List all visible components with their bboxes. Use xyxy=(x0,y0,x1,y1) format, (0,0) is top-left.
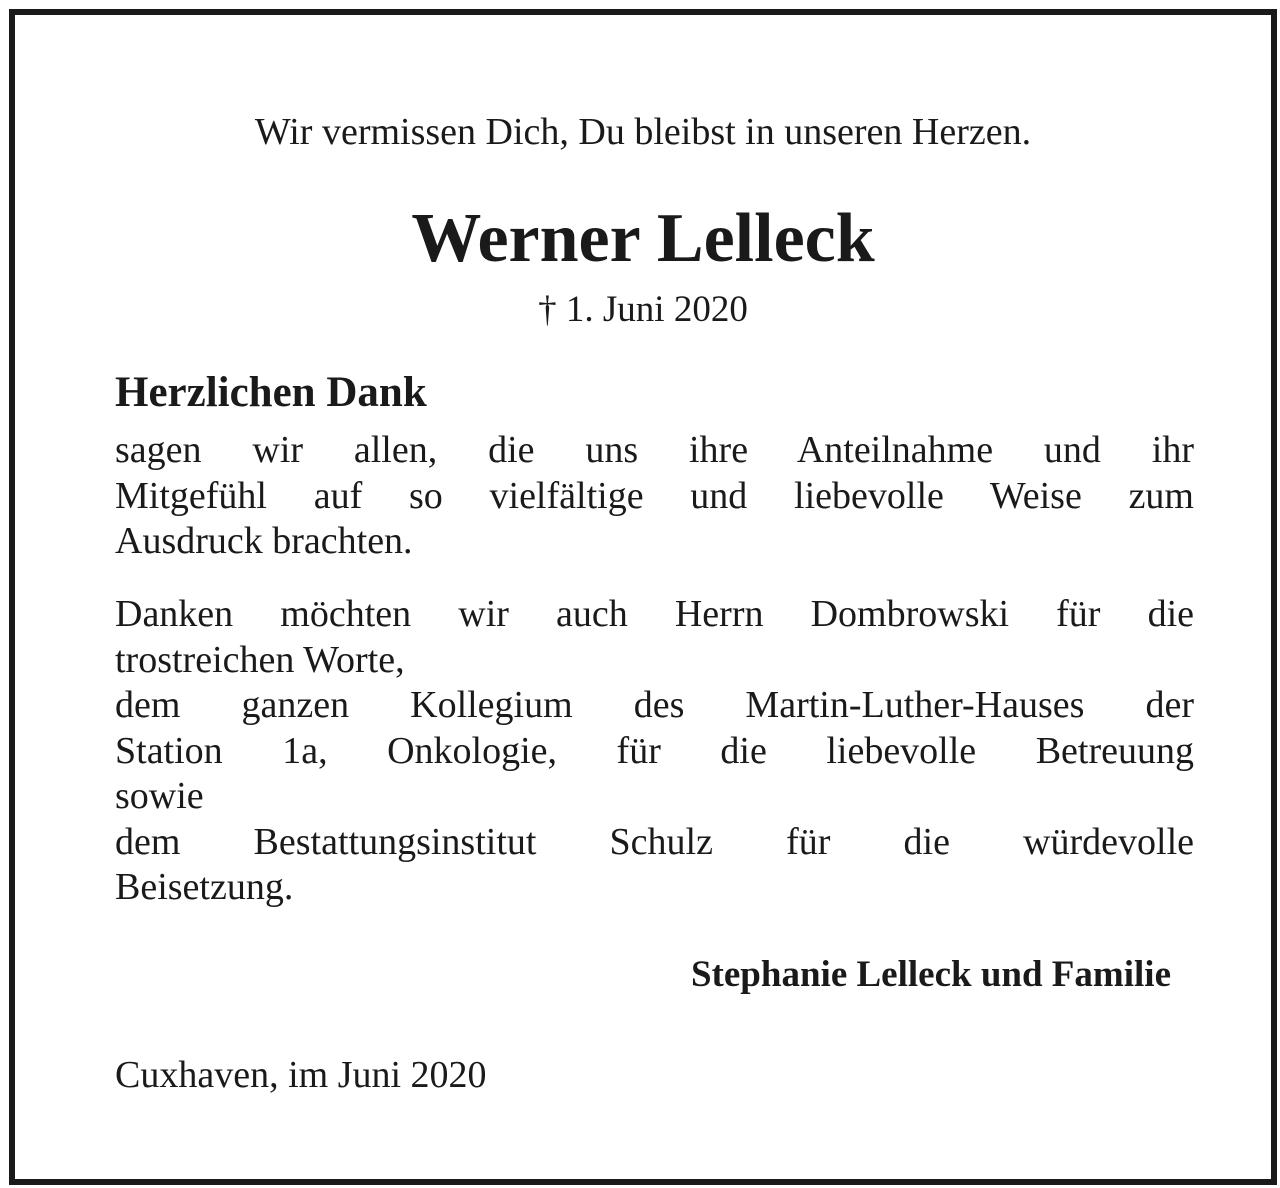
notice-frame xyxy=(9,9,1277,1185)
text-line: Mitgefühl auf so vielfältige und liebevolle Weise zum xyxy=(115,474,1194,517)
deceased-name: Werner Lelleck xyxy=(411,200,875,277)
text-line: Beisetzung. xyxy=(115,866,294,908)
text-line: Ausdruck brachten. xyxy=(115,520,413,562)
text-line: Danken möchten wir auch Herrn Dombrowski für die xyxy=(115,593,1194,635)
text-line: dem ganzen Kollegium des Martin-Luther-Hauses der xyxy=(115,684,1194,726)
place-and-date: Cuxhaven, im Juni 2020 xyxy=(115,1054,487,1096)
text-line: dem Bestattungsinstitut Schulz für die würdevolle xyxy=(115,820,1194,863)
text-line: sowie xyxy=(115,775,204,817)
text-line: trostreichen Worte, xyxy=(115,638,405,681)
death-date: † 1. Juni 2020 xyxy=(538,289,748,330)
text-line: Station 1a, Onkologie, für die liebevolle Betreuung xyxy=(115,729,1194,772)
text-line: sagen wir allen, die uns ihre Anteilnahme und ihr xyxy=(115,429,1194,471)
thanks-paragraph xyxy=(115,428,1194,565)
thanks-heading: Herzlichen Dank xyxy=(115,369,427,416)
signature: Stephanie Lelleck und Familie xyxy=(690,954,1171,995)
motto: Wir vermissen Dich, Du bleibst in unseren Herzen. xyxy=(254,111,1032,153)
acknowledgements-paragraph xyxy=(115,592,1194,911)
